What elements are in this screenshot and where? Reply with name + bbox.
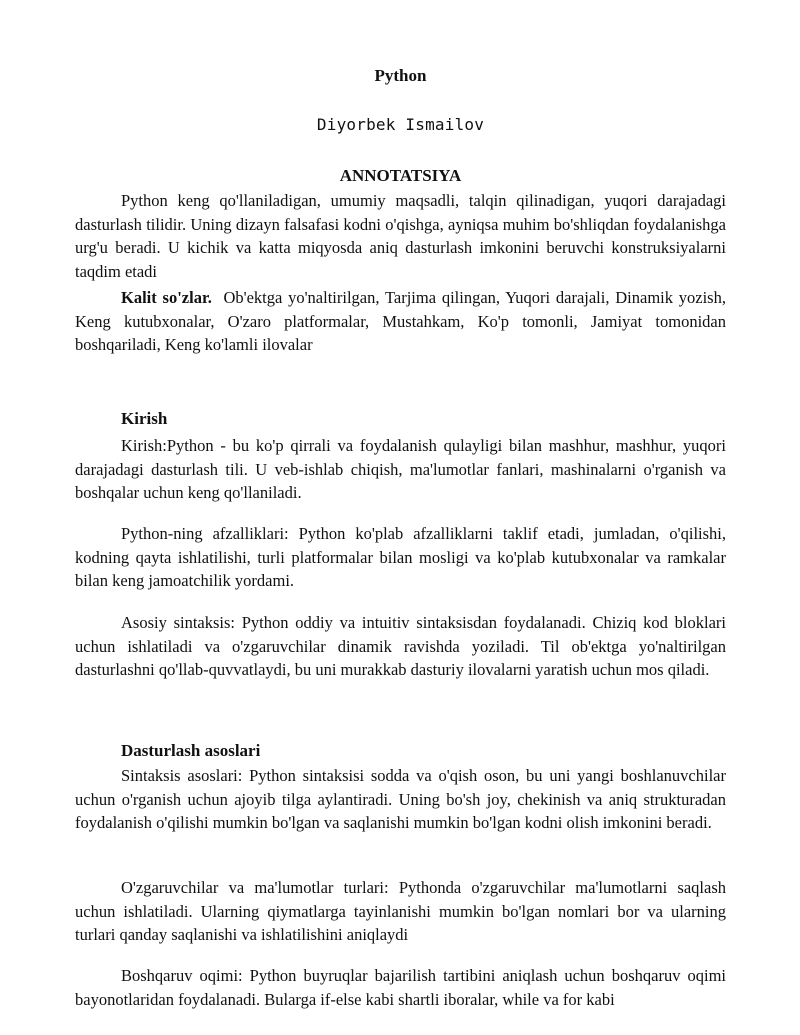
- paragraph-text: Python-ning afzalliklari: Python ko'plab afzalliklarni taklif etadi, jumladan, o'qilishi, kodning qayta ishlatilishi, turli platformalar bilan mosligi va ko'plab kutubxonalar va ramkalar bilan keng jamoatchilik yordami.: [75, 524, 726, 591]
- intro-paragraph-1: [75, 434, 726, 505]
- basics-paragraph-3: [75, 964, 726, 1011]
- paragraph-text: Kirish:Python - bu ko'p qirrali va foydalanish qulayligi bilan mashhur, mashhur, yuqori darajadagi dasturlash tili. U veb-ishlab chiqish, ma'lumotlar fanlari, mashinalarni o'rganish va boshqalar uchun keng qo'llaniladi.: [75, 436, 726, 503]
- basics-heading: Dasturlash asoslari: [121, 741, 261, 760]
- intro-paragraph-2: [75, 522, 726, 593]
- basics-paragraph-1: [75, 764, 726, 835]
- paragraph-text: O'zgaruvchilar va ma'lumotlar turlari: Pythonda o'zgaruvchilar ma'lumotlarni saqlash uchun ishlatiladi. Ularning qiymatlarga tayinlanishi mumkin bo'lgan nomlari bor va ularning turlari qanday saqlanishi va ishlatilishini aniqlaydi: [75, 878, 726, 945]
- author-name: Diyorbek Ismailov: [316, 115, 485, 134]
- paragraph-text: Sintaksis asoslari: Python sintaksisi sodda va o'qish oson, bu uni yangi boshlanuvchilar uchun o'rganish uchun ajoyib tilga aylantiradi. Uning bo'sh joy, chekinish va aniq strukturadan foydalanish o'qilishi mumkin bo'lgan va saqlanishi mumkin bo'lgan kodni olish imkonini beradi.: [75, 766, 726, 833]
- intro-heading: Kirish: [121, 409, 168, 428]
- keywords-text: Ob'ektga yo'naltirilgan, Tarjima qilingan, Yuqori darajali, Dinamik yozish, Keng kutubxonalar, O'zaro platformalar, Mustahkam, Ko'p tomonli, Jamiyat tomonidan boshqariladi, Keng ko'lamli ilovalar: [75, 288, 726, 355]
- paragraph-text: Boshqaruv oqimi: Python buyruqlar bajarilish tartibini aniqlash uchun boshqaruv oqimi bayonotlaridan foydalanadi. Bularga if-else kabi shartli iboralar, while va for kabi: [75, 966, 726, 1009]
- intro-paragraph-3: [75, 611, 726, 682]
- document-title: Python: [374, 66, 427, 85]
- paragraph-text: Asosiy sintaksis: Python oddiy va intuitiv sintaksisdan foydalanadi. Chiziq kod bloklari uchun ishlatiladi va o'zgaruvchilar dinamik ravishda yoziladi. Til ob'ektga yo'naltirilgan dasturlashni qo'llab-quvvatlaydi, bu uni murakkab dasturiy ilovalarni yaratish uchun mos qiladi.: [75, 613, 726, 680]
- basics-paragraph-2: [75, 876, 726, 947]
- keywords-paragraph: [75, 286, 726, 357]
- annotation-paragraph: [75, 189, 726, 283]
- annotation-heading: ANNOTATSIYA: [339, 166, 462, 185]
- annotation-text: Python keng qo'llaniladigan, umumiy maqsadli, talqin qilinadigan, yuqori darajadagi dasturlash tilidir. Uning dizayn falsafasi kodni o'qishga, ayniqsa muhim bo'shliqdan foydalanishga urg'u beradi. U kichik va katta miqyosda aniq dasturlash imkonini beruvchi konstruksiyalarni taqdim etadi: [75, 191, 726, 281]
- keywords-label: Kalit so'zlar.: [121, 288, 212, 307]
